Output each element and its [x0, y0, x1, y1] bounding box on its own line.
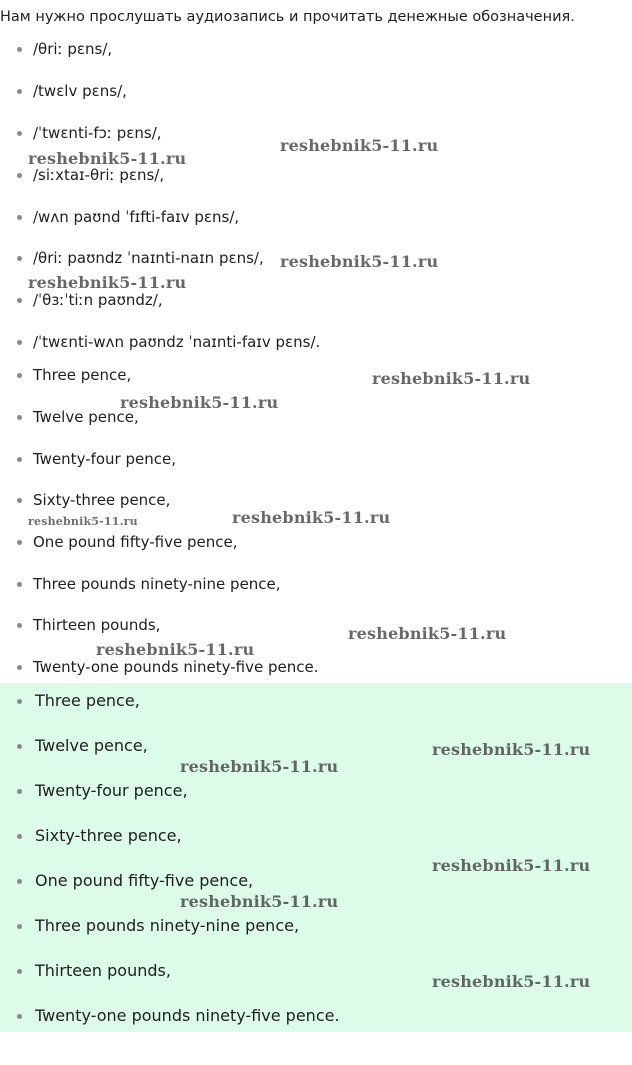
watermark: reshebnik5-11.ru	[180, 892, 339, 911]
watermark: reshebnik5-11.ru	[280, 252, 439, 271]
transcription-text: /twɛlv pɛns/,	[33, 82, 127, 100]
word-text: Twenty-four pence,	[33, 450, 176, 468]
watermark: reshebnik5-11.ru	[432, 856, 591, 875]
watermark: reshebnik5-11.ru	[372, 369, 531, 388]
transcription-text: /θriː pɛns/,	[33, 40, 113, 58]
watermark: reshebnik5-11.ru	[28, 149, 187, 168]
answer-text: Three pence,	[35, 691, 140, 710]
bullet-icon	[17, 173, 22, 178]
bullet-icon	[17, 540, 22, 545]
bullet-icon	[17, 131, 22, 136]
word-text: Three pence,	[33, 366, 132, 384]
word-text: Thirteen pounds,	[33, 616, 161, 634]
answer-panel	[0, 683, 632, 1032]
bullet-icon	[17, 340, 22, 345]
bullet-icon	[17, 457, 22, 462]
answer-text: Twenty-one pounds ninety-five pence.	[35, 1006, 340, 1025]
bullet-icon	[17, 582, 22, 587]
bullet-icon	[17, 699, 22, 704]
transcription-text: /wʌn paʊnd ˈfɪfti-faɪv pɛns/,	[33, 208, 240, 226]
transcription-text: /ˈtwɛnti-wʌn paʊndz ˈnaɪnti-faɪv pɛns/.	[33, 333, 321, 351]
bullet-icon	[17, 834, 22, 839]
word-text: Three pounds ninety-nine pence,	[33, 575, 281, 593]
bullet-icon	[17, 789, 22, 794]
watermark: reshebnik5-11.ru	[120, 393, 279, 412]
bullet-icon	[17, 47, 22, 52]
bullet-icon	[17, 415, 22, 420]
watermark: reshebnik5-11.ru	[432, 972, 591, 991]
answer-text: Twenty-four pence,	[35, 781, 188, 800]
bullet-icon	[17, 744, 22, 749]
word-text: Twenty-one pounds ninety-five pence.	[33, 658, 319, 676]
watermark: reshebnik5-11.ru	[180, 757, 339, 776]
word-text: One pound fifty-five pence,	[33, 533, 238, 551]
answer-text: Three pounds ninety-nine pence,	[35, 916, 300, 935]
watermark: reshebnik5-11.ru	[432, 740, 591, 759]
bullet-icon	[17, 298, 22, 303]
watermark: reshebnik5-11.ru	[280, 136, 439, 155]
answer-text: One pound fifty-five pence,	[35, 871, 254, 890]
transcription-text: /ˈθɜːˈtiːn paʊndz/,	[33, 291, 163, 309]
answer-text: Sixty-three pence,	[35, 826, 182, 845]
bullet-icon	[17, 924, 22, 929]
watermark: reshebnik5-11.ru	[96, 640, 255, 659]
task-description: Нам нужно прослушать аудиозапись и прочитать денежные обозначения.	[0, 9, 575, 25]
transcription-text: /θriː paʊndz ˈnaɪnti-naɪn pɛns/,	[33, 249, 264, 267]
word-text: Twelve pence,	[33, 408, 139, 426]
bullet-icon	[17, 215, 22, 220]
bullet-icon	[17, 373, 22, 378]
watermark: reshebnik5-11.ru	[348, 624, 507, 643]
bullet-icon	[17, 89, 22, 94]
watermark: reshebnik5-11.ru	[232, 508, 391, 527]
bullet-icon	[17, 879, 22, 884]
bullet-icon	[17, 256, 22, 261]
bullet-icon	[17, 1014, 22, 1019]
word-text: Sixty-three pence,	[33, 491, 171, 509]
transcription-text: /ˈtwɛnti-fɔː pɛns/,	[33, 124, 162, 142]
answer-text: Twelve pence,	[35, 736, 148, 755]
bullet-icon	[17, 665, 22, 670]
bullet-icon	[17, 623, 22, 628]
transcription-text: /siːxtaɪ-θriː pɛns/,	[33, 166, 165, 184]
answer-text: Thirteen pounds,	[35, 961, 171, 980]
bullet-icon	[17, 969, 22, 974]
watermark: reshebnik5-11.ru	[28, 273, 187, 292]
watermark: reshebnik5-11.ru	[28, 515, 138, 528]
bullet-icon	[17, 498, 22, 503]
